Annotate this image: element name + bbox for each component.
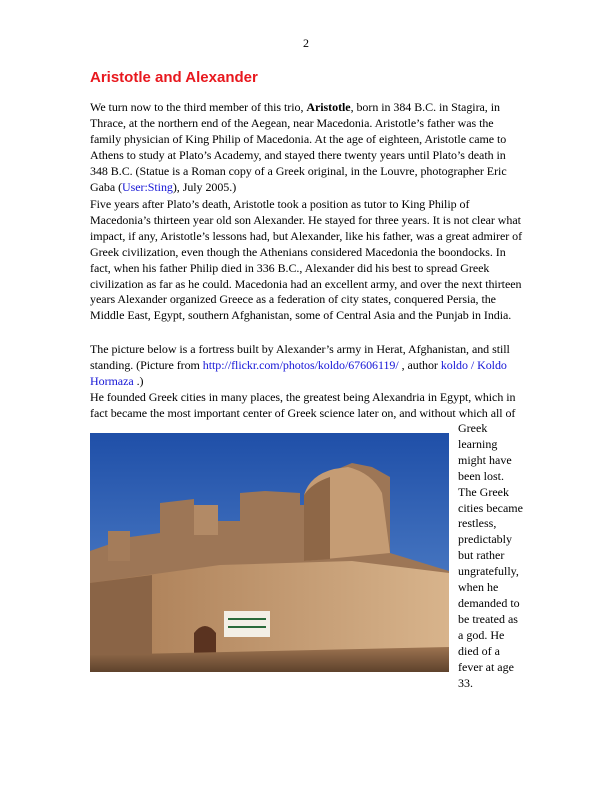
- paragraph-alexander-tutor: Five years after Plato’s death, Aristotle took a position as tutor to King Philip of Macedonia’s thirteen year old son Alexander. He stayed for three years. It is not clear what impact, if any, Aristotle’s lessons had, but Alexander, like his father, was a great admirer of Greek civilization, even though the Athenians considered Macedonia the boondocks. In fact, when his father Philip died in 336 B.C., Alexander did his best to spread Greek civilization as far as he could. Macedonia had an excellent army, and over the next thirteen years Alexander organized Greece as a federation of city states, conquered Persia, the Middle East, Egypt, southern Afghanistan, some of Central Asia and the Punjab in India.: [90, 197, 523, 323]
- mid-tower: [194, 505, 218, 535]
- paragraph-aristotle-intro: [90, 100, 524, 195]
- aristotle-name-bold: Aristotle: [306, 100, 351, 114]
- p1-text-before: We turn now to the third member of this trio,: [90, 100, 307, 114]
- banner: [224, 611, 270, 637]
- fortress-illustration: [90, 433, 449, 672]
- fortress-photo: [90, 433, 449, 672]
- p3-text-after: .): [133, 373, 144, 388]
- p3-text-middle: , author: [398, 357, 441, 372]
- author-link[interactable]: koldo / Koldo Hormaza: [90, 357, 507, 388]
- section-heading: Aristotle and Alexander: [90, 69, 258, 86]
- p1-text-middle: , born in 384 B.C. in Stagira, in Thrace, at the northern end of the Aegean, near Macedonia. Aristotle’s father was the family physician of King Philip of Macedonia. At the age of eighteen, Aristotle came to Athens to study at Plato’s Academy, and stayed there twenty years until Plato’s death in 348 B.C. (Statue is a Roman copy of a Greek original, in the Louvre, photographer Eric Gaba (: [90, 100, 507, 194]
- side-text-column: Greek learning might have been lost. The Greek cities became restless, predictably but rather ungratefully, when he demanded to be treated as a god. He died of a fever at age 33.: [458, 421, 523, 690]
- user-sting-link[interactable]: User:Sting: [122, 179, 173, 194]
- paragraph-fortress-picture: [90, 342, 524, 390]
- page-number: 2: [303, 36, 309, 50]
- p1-text-after: ), July 2005.): [172, 179, 237, 194]
- flickr-photo-link[interactable]: http://flickr.com/photos/koldo/67606119/: [202, 357, 399, 372]
- paragraph-greek-cities: He founded Greek cities in many places, the greatest being Alexandria in Egypt, which in fact became the most important center of Greek science later on, and without which all of: [90, 390, 516, 420]
- left-tower: [108, 531, 130, 561]
- p3-text-before: The picture below is a fortress built by Alexander’s army in Herat, Afghanistan, and still standing. (Picture from: [90, 342, 510, 372]
